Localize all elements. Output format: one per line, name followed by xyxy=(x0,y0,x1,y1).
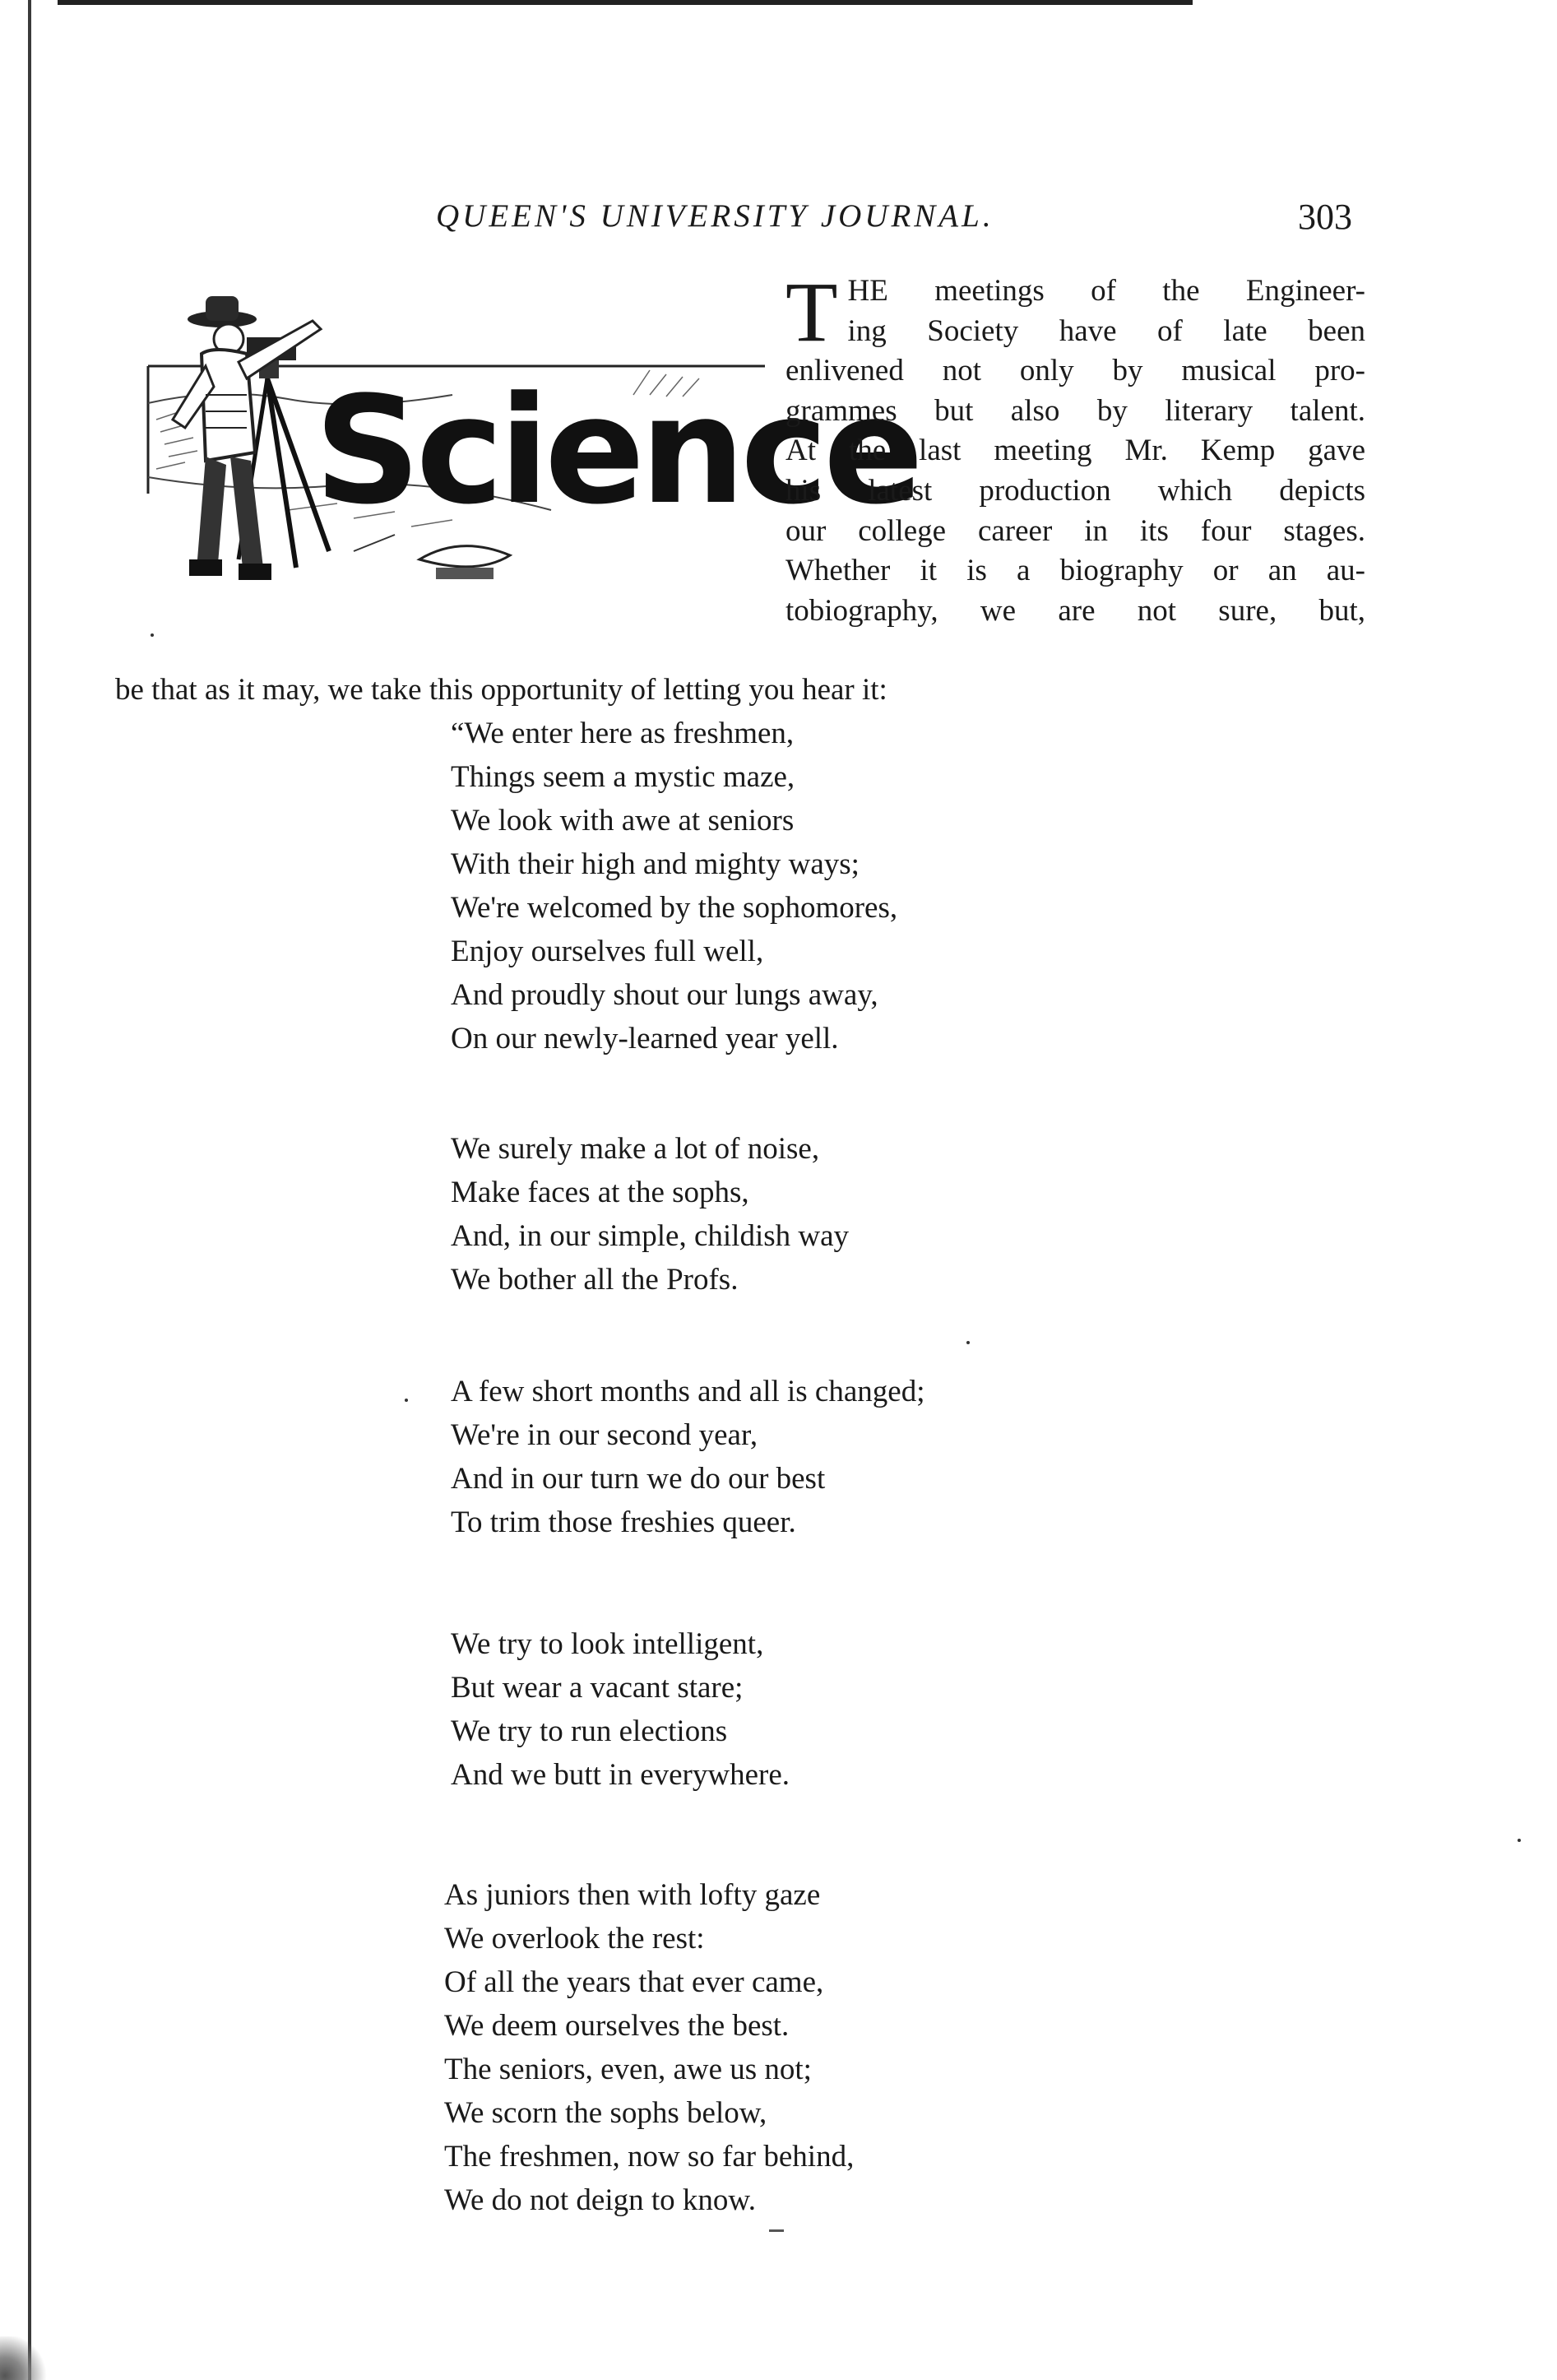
poem-line: On our newly-learned year yell. xyxy=(451,1022,839,1055)
print-speck xyxy=(966,1341,970,1344)
poem-line: We do not deign to know. xyxy=(444,2183,756,2217)
print-speck xyxy=(151,633,154,637)
poem-line: The seniors, even, awe us not; xyxy=(444,2053,812,2086)
poem-stanza-3 xyxy=(451,1370,1191,1544)
poem-line: Things seem a mystic maze, xyxy=(451,760,795,794)
poem-line: We deem ourselves the best. xyxy=(444,2009,790,2043)
poem-line: We scorn the sophs below, xyxy=(444,2096,767,2130)
intro-line: enlivened not only by musical pro- xyxy=(785,354,1365,388)
poem-line: We try to run elections xyxy=(451,1714,728,1748)
surveyor-with-transit-illustration xyxy=(123,288,920,633)
poem-line: “We enter here as freshmen, xyxy=(451,717,795,750)
poem-line: And proudly shout our lungs away, xyxy=(451,978,878,1012)
poem-line: And, in our simple, childish way xyxy=(451,1219,850,1253)
intro-closing-line: be that as it may, we take this opportunity of letting you hear it: xyxy=(115,673,887,707)
poem-line: A few short months and all is changed; xyxy=(451,1375,925,1408)
poem-line: The freshmen, now so far behind, xyxy=(444,2140,855,2174)
corner-blot xyxy=(0,2336,49,2380)
running-title: QUEEN'S UNIVERSITY JOURNAL. xyxy=(436,198,994,234)
poem-line: We surely make a lot of noise, xyxy=(451,1132,820,1166)
intro-line: our college career in its four stages. xyxy=(785,513,1365,548)
science-heading: Science xyxy=(314,365,920,537)
poem-line: And we butt in everywhere. xyxy=(451,1758,790,1792)
page-header xyxy=(0,197,1557,247)
poem-line: We bother all the Profs. xyxy=(451,1263,739,1297)
intro-line: his latest production which depicts xyxy=(785,473,1365,508)
poem-line: Make faces at the sophs, xyxy=(451,1176,749,1209)
poem-line: We try to look intelligent, xyxy=(451,1627,764,1661)
poem-stanza-5 xyxy=(444,1873,1184,2222)
poem-line: With their high and mighty ways; xyxy=(451,847,860,881)
intro-line: At the last meeting Mr. Kemp gave xyxy=(785,434,1365,468)
science-heading-illustration xyxy=(123,288,920,633)
intro-paragraph xyxy=(785,265,1365,631)
poem-line: As juniors then with lofty gaze xyxy=(444,1878,821,1912)
poem-stanza-1 xyxy=(451,712,1191,1060)
poem-line: We overlook the rest: xyxy=(444,1922,705,1955)
poem-line: Of all the years that ever came, xyxy=(444,1965,824,1999)
print-speck xyxy=(405,1399,408,1402)
page-number: 303 xyxy=(1298,197,1352,237)
poem-line: Enjoy ourselves full well, xyxy=(451,935,764,968)
intro-line: HE meetings of the Engineer- xyxy=(847,274,1365,308)
left-edge-shadow xyxy=(28,0,31,2380)
print-speck xyxy=(1518,1839,1521,1842)
poem-line: And in our turn we do our best xyxy=(451,1462,826,1496)
poem-line: We look with awe at seniors xyxy=(451,804,795,837)
poem-stanza-2 xyxy=(451,1127,1191,1301)
poem-line: To trim those freshies queer. xyxy=(451,1505,796,1539)
intro-line: Whether it is a biography or an au- xyxy=(785,554,1365,588)
top-edge-rule xyxy=(58,0,1193,5)
poem-line: We're in our second year, xyxy=(451,1418,758,1452)
intro-line: grammes but also by literary talent. xyxy=(785,393,1365,428)
drop-cap: T xyxy=(785,265,838,360)
intro-line: tobiography, we are not sure, but, xyxy=(785,593,1365,628)
poem-stanza-4 xyxy=(451,1622,1191,1797)
poem-line: We're welcomed by the sophomores, xyxy=(451,891,898,925)
poem-line: But wear a vacant stare; xyxy=(451,1671,744,1705)
intro-line: ing Society have of late been xyxy=(847,313,1365,348)
print-mark xyxy=(769,2229,784,2232)
